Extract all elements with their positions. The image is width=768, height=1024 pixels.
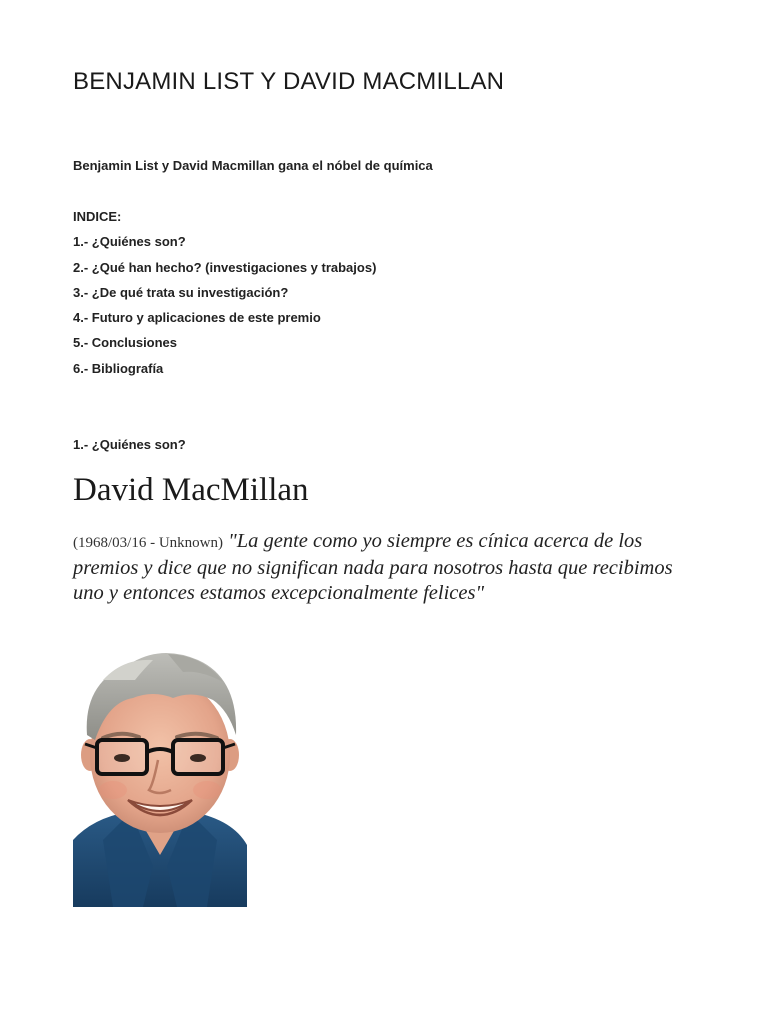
quote-dates: (1968/03/16 - Unknown): [73, 535, 223, 551]
toc-item: 6.- Bibliografía: [73, 360, 164, 376]
portrait-photo: [73, 640, 247, 907]
document-subtitle: Benjamin List y David Macmillan gana el nóbel de química: [73, 158, 433, 173]
table-of-contents: [73, 208, 376, 385]
quote-block: [73, 529, 703, 606]
person-name: David MacMillan: [73, 472, 309, 508]
toc-item: 1.- ¿Quiénes son?: [73, 234, 186, 250]
toc-item: 3.- ¿De qué trata su investigación?: [73, 284, 289, 300]
quote-text: "La gente como yo siempre es cínica acerca de los premios y dice que no significan nada para nosotros hasta que recibimos uno y entonces estamos excepcionalmente felices": [73, 530, 673, 604]
toc-item: 5.- Conclusiones: [73, 335, 178, 351]
toc-item: 2.- ¿Qué han hecho? (investigaciones y trabajos): [73, 259, 377, 275]
toc-heading: INDICE:: [73, 209, 122, 224]
section-heading: 1.- ¿Quiénes son?: [73, 437, 186, 452]
document-title: BENJAMIN LIST Y DAVID MACMILLAN: [73, 68, 505, 95]
portrait-illustration: [73, 640, 247, 907]
toc-item: 4.- Futuro y aplicaciones de este premio: [73, 310, 321, 326]
